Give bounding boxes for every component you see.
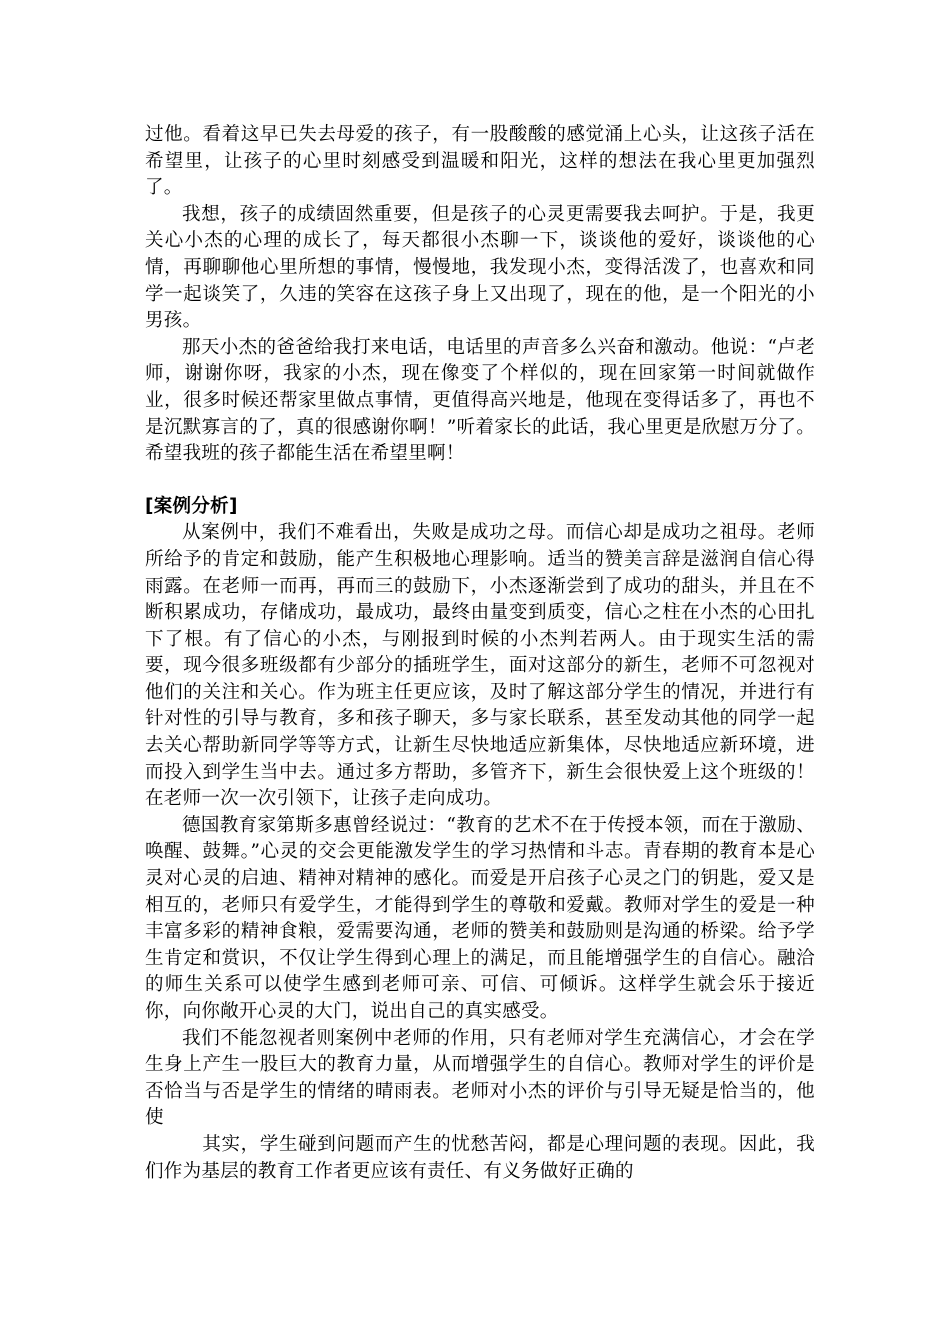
analysis-paragraph-2: 德国教育家第斯多惠曾经说过：“教育的艺术不在于传授本领，而在于激励、唤醒、鼓舞。”心灵的交会更能激发学生的学习热情和斗志。青春期的教育本是心灵对心灵的启迪、精神对精神的感化。而爱是开启孩子心灵之门的钥匙，爱又是相互的，老师只有爱学生，才能得到学生的尊敬和爱戴。教师对学生的爱是一种丰富多彩的精神食粮，爱需要沟通，老师的赞美和鼓励则是沟通的桥梁。给予学生肯定和赏识，不仅让学生得到心理上的满足，而且能增强学生的自信心。融洽的师生关系可以使学生感到老师可亲、可信、可倾诉。这样学生就会乐于接近你，向你敞开心灵的大门，说出自己的真实感受。 (145, 814, 815, 1022)
section-heading: [案例分析] (145, 495, 238, 517)
analysis-paragraph-3: 我们不能忽视者则案例中老师的作用，只有老师对学生充满信心，才会在学生身上产生一股巨大的教育力量，从而增强学生的自信心。教师对学生的评价是否恰当与否是学生的情绪的晴雨表。老师对小杰的评价与引导无疑是恰当的，他使 (145, 1027, 815, 1129)
paragraph-phone-call: 那天小杰的爸爸给我打来电话，电话里的声音多么兴奋和激动。他说：“卢老师，谢谢你呀，我家的小杰，现在像变了个样似的，现在回家第一时间就做作业，很多时候还帮家里做点事情，更值得高兴地是，他现在变得话多了，再也不是沉默寡言的了，真的很感谢你啊！”听着家长的此话，我心里更是欣慰万分了。希望我班的孩子都能生活在希望里啊！ (145, 336, 815, 465)
analysis-paragraph-4: 其实，学生碰到问题而产生的忧愁苦闷，都是心理问题的表现。因此，我们作为基层的教育工作者更应该有责任、有义务做好正确的 (145, 1133, 815, 1182)
document-page (145, 122, 815, 1185)
analysis-paragraph-1: 从案例中，我们不难看出，失败是成功之母。而信心却是成功之祖母。老师所给予的肯定和鼓励，能产生积极地心理影响。适当的赞美言辞是滋润自信心得雨露。在老师一而再，再而三的鼓励下，小杰逐渐尝到了成功的甜头，并且在不断积累成功，存储成功，最成功，最终由量变到质变，信心之柱在小杰的心田扎下了根。有了信心的小杰，与刚报到时候的小杰判若两人。由于现实生活的需要，现今很多班级都有少部分的插班学生，面对这部分的新生，老师不可忽视对他们的关注和关心。作为班主任更应该，及时了解这部分学生的情况，并进行有针对性的引导与教育，多和孩子聊天，多与家长联系，甚至发动其他的同学一起去关心帮助新同学等等方式，让新生尽快地适应新集体，尽快地适应新环境，进而投入到学生当中去。通过多方帮助，多管齐下，新生会很快爱上这个班级的！在老师一次一次引领下，让孩子走向成功。 (145, 522, 815, 810)
paragraph-continuation: 过他。看着这早已失去母爱的孩子，有一股酸酸的感觉涌上心头，让这孩子活在希望里，让孩子的心里时刻感受到温暖和阳光，这样的想法在我心里更加强烈了。 (145, 124, 815, 199)
paragraph-care: 我想，孩子的成绩固然重要，但是孩子的心灵更需要我去呵护。于是，我更关心小杰的心理的成长了，每天都很小杰聊一下，谈谈他的爱好，谈谈他的心情，再聊聊他心里所想的事情，慢慢地，我发现小杰，变得活泼了，也喜欢和同学一起谈笑了，久违的笑容在这孩子身上又出现了，现在的他，是一个阳光的小男孩。 (145, 203, 815, 332)
